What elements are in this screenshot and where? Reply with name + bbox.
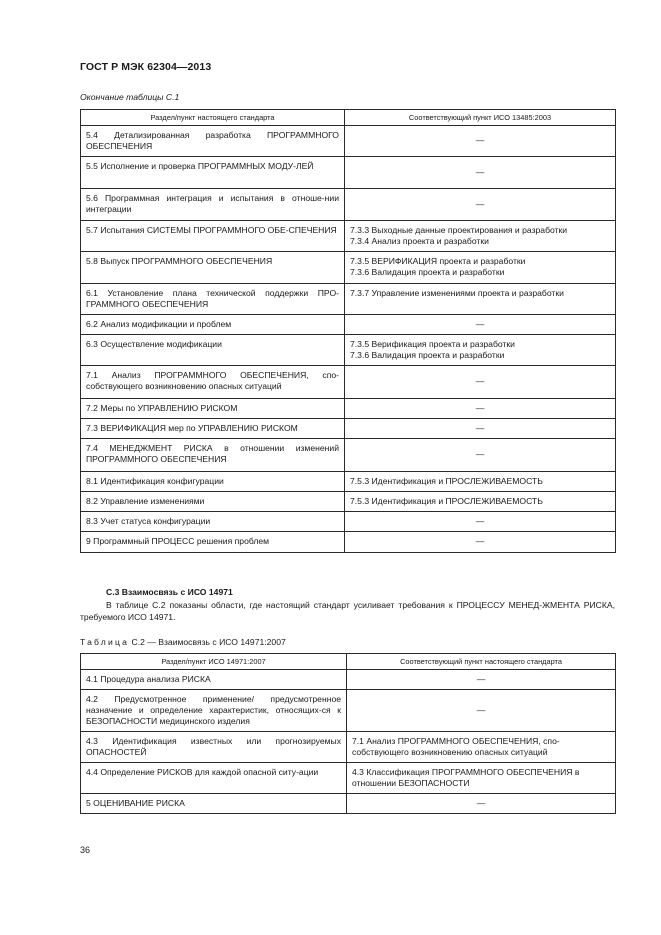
table1-cell-col2: — [345,439,616,472]
table1-row [81,472,616,492]
table1-header-col2: Соответствующий пункт ИСО 13485:2003 [345,110,616,126]
table1-cell-col2: — [345,157,616,189]
table2-cell-col1: 4.3 Идентификация известных или прогнозируемых ОПАСНОСТЕЙ [81,732,347,763]
section-title: С.3 Взаимосвязь с ИСО 14971 [106,587,233,597]
table1-cell-col1: 8.3 Учет статуса конфигурации [81,512,345,532]
table2-row [81,763,616,794]
table1-header-col1: Раздел/пункт настоящего стандарта [81,110,345,126]
section-paragraph: В таблице С.2 показаны области, где настоящий стандарт усиливает требования к ПРОЦЕССУ МЕНЕД-ЖМЕНТА РИСКА, требуемого ИСО 14971. [80,600,615,622]
table1-row [81,335,616,366]
table2-cell-col2: 4.3 Классификация ПРОГРАММНОГО ОБЕСПЕЧЕНИЯ в отношении БЕЗОПАСНОСТИ [347,763,616,794]
table1-row [81,126,616,157]
table1-row [81,492,616,512]
table2-caption-label: Таблица [80,637,130,647]
page-number: 36 [80,845,91,855]
table1-cell-col1: 5.4 Детализированная разработка ПРОГРАММНОГО ОБЕСПЕЧЕНИЯ [81,126,345,157]
table2-cell-col2: — [347,794,616,814]
table1-row [81,221,616,252]
table2-row [81,670,616,690]
table1-row [81,366,616,399]
table1-row [81,512,616,532]
table1-row [81,252,616,284]
table1-cell-col2: — [345,512,616,532]
table1-cell-col2: — [345,532,616,553]
table2-header-col2: Соответствующий пункт настоящего стандарта [347,654,616,670]
table1-cell-col1: 5.8 Выпуск ПРОГРАММНОГО ОБЕСПЕЧЕНИЯ [81,252,345,284]
table2-row [81,732,616,763]
table2-cell-col2: — [347,670,616,690]
table1-cell-col1: 6.3 Осуществление модификации [81,335,345,366]
table1-cell-col1: 9 Программный ПРОЦЕСС решения проблем [81,532,345,553]
table1-cell-col1: 5.6 Программная интеграция и испытания в отноше-нии интеграции [81,189,345,221]
table2-cell-col1: 5 ОЦЕНИВАНИЕ РИСКА [81,794,347,814]
table1-cell-col2: 7.3.7 Управление изменениями проекта и разработки [345,284,616,315]
table1-row [81,315,616,335]
table1-cell-col1: 7.2 Меры по УПРАВЛЕНИЮ РИСКОМ [81,399,345,419]
table2-body [81,670,616,814]
table1-cell-col2: — [345,366,616,399]
table1-cell-col2: 7.3.5 ВЕРИФИКАЦИЯ проекта и разработки 7.3.6 Валидация проекта и разработки [345,252,616,284]
table1-row [81,189,616,221]
table1-cell-col2: — [345,126,616,157]
table1-cell-col1: 7.3 ВЕРИФИКАЦИЯ мер по УПРАВЛЕНИЮ РИСКОМ [81,419,345,439]
table1 [80,109,616,553]
table1-cell-col1: 8.1 Идентификация конфигурации [81,472,345,492]
table1-cell-col2: 7.3.3 Выходные данные проектирования и разработки 7.3.4 Анализ проекта и разработки [345,221,616,252]
table1-cell-col1: 5.7 Испытания СИСТЕМЫ ПРОГРАММНОГО ОБЕ-СПЕЧЕНИЯ [81,221,345,252]
table1-caption: Окончание таблицы С.1 [80,92,180,102]
table2-caption [80,637,286,647]
table1-cell-col2: 7.3.5 Верификация проекта и разработки 7.3.6 Валидация проекта и разработки [345,335,616,366]
table2-cell-col1: 4.2 Предусмотренное применение/ предусмотренное назначение и определение характеристик, относящих-ся к БЕЗОПАСНОСТИ медицинского изделия [81,690,347,732]
table2-caption-text: С.2 — Взаимосвязь с ИСО 14971:2007 [129,637,286,647]
table2-cell-col1: 4.1 Процедура анализа РИСКА [81,670,347,690]
page-header: ГОСТ Р МЭК 62304—2013 [80,61,212,73]
table1-row [81,439,616,472]
table2-row [81,690,616,732]
table1-header-row [81,110,616,126]
table1-row [81,419,616,439]
table1-cell-col1: 6.2 Анализ модификации и проблем [81,315,345,335]
table2-row [81,794,616,814]
table1-row [81,399,616,419]
table1-cell-col1: 8.2 Управление изменениями [81,492,345,512]
table1-row [81,532,616,553]
table2-cell-col1: 4.4 Определение РИСКОВ для каждой опасной ситу-ации [81,763,347,794]
table2-header-row [81,654,616,670]
table2-cell-col2: — [347,690,616,732]
table1-cell-col2: 7.5.3 Идентификация и ПРОСЛЕЖИВАЕМОСТЬ [345,472,616,492]
table2-header-col1: Раздел/пункт ИСО 14971:2007 [81,654,347,670]
table1-body [81,126,616,553]
table1-cell-col2: — [345,419,616,439]
table1-cell-col1: 5.5 Исполнение и проверка ПРОГРАММНЫХ МОДУ-ЛЕЙ [81,157,345,189]
table1-row [81,284,616,315]
table1-cell-col2: — [345,189,616,221]
table1-cell-col1: 7.1 Анализ ПРОГРАММНОГО ОБЕСПЕЧЕНИЯ, спо-собствующего возникновению опасных ситуаций [81,366,345,399]
table1-cell-col1: 7.4 МЕНЕДЖМЕНТ РИСКА в отношении изменений ПРОГРАММНОГО ОБЕСПЕЧЕНИЯ [81,439,345,472]
table1-cell-col2: 7.5.3 Идентификация и ПРОСЛЕЖИВАЕМОСТЬ [345,492,616,512]
table2-cell-col2: 7.1 Анализ ПРОГРАММНОГО ОБЕСПЕЧЕНИЯ, спо-собствующего возникновению опасных ситуаций [347,732,616,763]
table2 [80,653,616,814]
table1-cell-col2: — [345,315,616,335]
table1-cell-col2: — [345,399,616,419]
table1-row [81,157,616,189]
table1-cell-col1: 6.1 Установление плана технической поддержки ПРО-ГРАММНОГО ОБЕСПЕЧЕНИЯ [81,284,345,315]
